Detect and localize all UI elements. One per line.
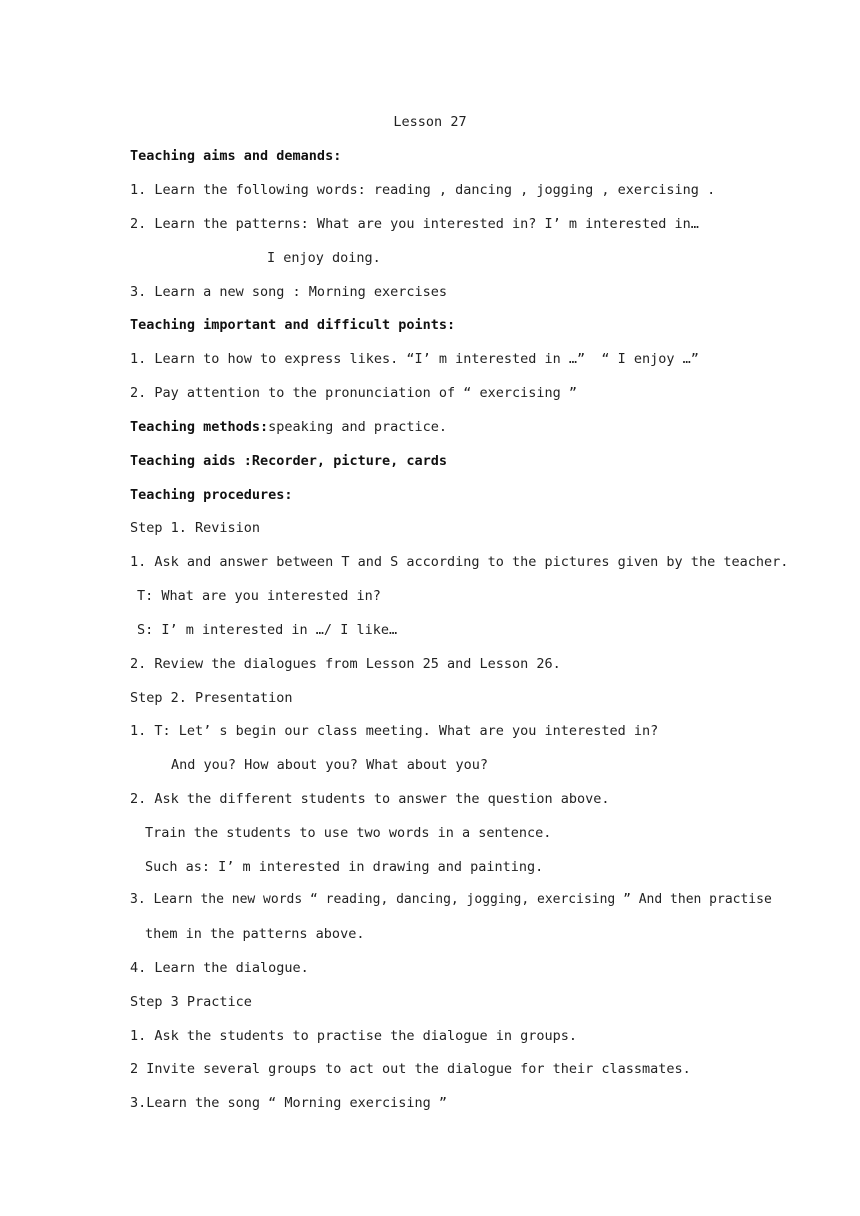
- point-item: 2. Pay attention to the pronunciation of “ exercising ”: [130, 385, 578, 401]
- aim-item-continuation: I enjoy doing.: [267, 250, 381, 266]
- step1-line: T: What are you interested in?: [137, 588, 381, 604]
- methods-label: Teaching methods:: [130, 419, 269, 435]
- methods-value: speaking and practice.: [268, 419, 447, 435]
- step1-heading: Step 1. Revision: [130, 520, 261, 536]
- procedures-heading: Teaching procedures:: [130, 487, 293, 503]
- aim-item: 1. Learn the following words: reading , dancing , jogging , exercising .: [130, 182, 716, 198]
- step2-line: Such as: I’ m interested in drawing and painting.: [145, 859, 544, 875]
- step2-line: 2. Ask the different students to answer the question above.: [130, 791, 610, 807]
- aims-heading: Teaching aims and demands:: [130, 148, 342, 164]
- step2-line: 3. Learn the new words “ reading, dancing, jogging, exercising ” And then practise: [130, 892, 772, 907]
- step2-line: 1. T: Let’ s begin our class meeting. What are you interested in?: [130, 723, 659, 739]
- step2-line: them in the patterns above.: [145, 926, 365, 942]
- aim-item: 2. Learn the patterns: What are you interested in? I’ m interested in…: [130, 216, 699, 232]
- aids-line: Teaching aids :Recorder, picture, cards: [130, 453, 447, 469]
- step1-line: S: I’ m interested in …/ I like…: [137, 622, 398, 638]
- points-heading: Teaching important and difficult points:: [130, 317, 456, 333]
- lesson-title: Lesson 27: [393, 114, 467, 130]
- step1-line: 1. Ask and answer between T and S according to the pictures given by the teacher.: [130, 554, 789, 570]
- aim-item: 3. Learn a new song : Morning exercises: [130, 284, 447, 300]
- point-item: 1. Learn to how to express likes. “I’ m interested in …” “ I enjoy …”: [130, 351, 699, 367]
- step2-line: Train the students to use two words in a sentence.: [145, 825, 552, 841]
- step2-line: 4. Learn the dialogue.: [130, 960, 309, 976]
- methods-line: [130, 418, 447, 436]
- step3-line: 1. Ask the students to practise the dialogue in groups.: [130, 1028, 578, 1044]
- step1-line: 2. Review the dialogues from Lesson 25 and Lesson 26.: [130, 656, 561, 672]
- step3-heading: Step 3 Practice: [130, 994, 252, 1010]
- step2-line: And you? How about you? What about you?: [171, 757, 488, 773]
- step2-heading: Step 2. Presentation: [130, 690, 293, 706]
- step3-line: 2 Invite several groups to act out the dialogue for their classmates.: [130, 1061, 691, 1077]
- step3-line: 3.Learn the song “ Morning exercising ”: [130, 1095, 447, 1111]
